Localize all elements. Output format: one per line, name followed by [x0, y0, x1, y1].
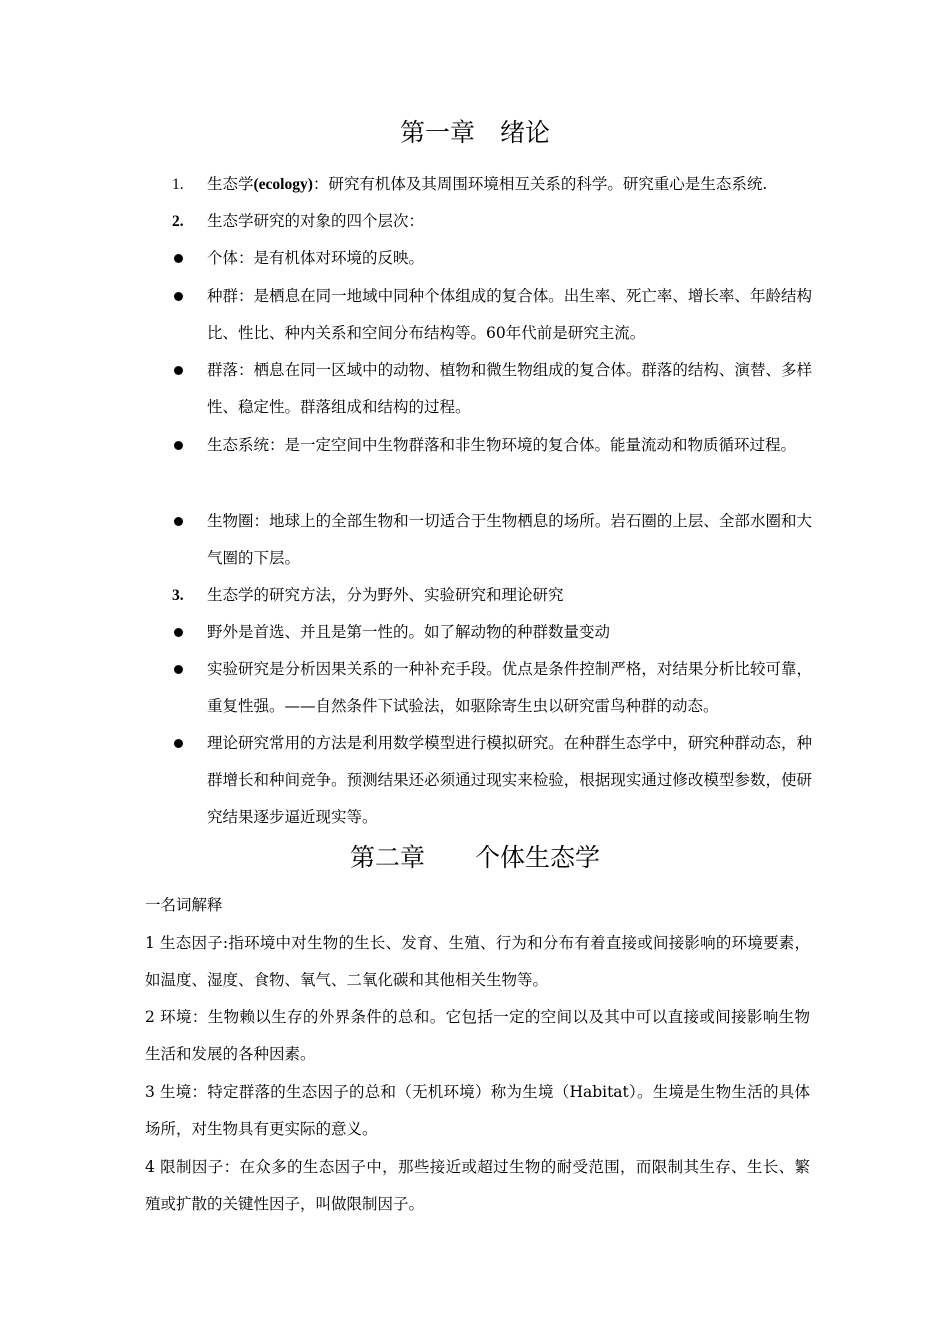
definition-paragraph: 4 限制因子：在众多的生态因子中，那些接近或超过生物的耐受范围，而限制其生存、生长、繁殖或扩散的关键性因子，叫做限制因子。	[145, 1158, 810, 1213]
chapter1-title: 第一章 绪论	[399, 118, 550, 147]
bullet-item	[172, 278, 812, 352]
chapter2-title: 第二章 个体生态学	[349, 843, 600, 872]
bullet-text: 生态系统：是一定空间中生物群落和非生物环境的复合体。能量流动和物质循环过程。	[207, 436, 797, 454]
definition-paragraph: 1 生态因子:指环境中对生物的生长、发育、生殖、行为和分布有着直接或间接影响的环境要素，如温度、湿度、食物、氧气、二氧化碳和其他相关生物等。	[145, 934, 810, 989]
bullet-item	[172, 352, 812, 426]
item-text: 生态学的研究方法，分为野外、实验研究和理论研究	[207, 586, 564, 604]
definition-paragraph: 2 环境：生物赖以生存的外界条件的总和。它包括一定的空间以及其中可以直接或间接影响生物生活和发展的各种因素。	[145, 1008, 810, 1063]
term-definition: ：研究有机体及其周围环境相互关系的科学。研究重心是生态系统.	[312, 175, 768, 193]
definition-paragraph: 3 生境：特定群落的生态因子的总和（无机环境）称为生境（Habitat）。生境是生物生活的具体场所，对生物具有更实际的意义。	[145, 1083, 810, 1138]
bullet-text: 群落：栖息在同一区域中的动物、植物和微生物组成的复合体。群落的结构、演替、多样性、稳定性。群落组成和结构的过程。	[207, 361, 812, 416]
bullet-item	[172, 503, 812, 577]
item-text	[207, 166, 812, 203]
bullet-item	[172, 427, 812, 464]
bullet-text: 实验研究是分析因果关系的一种补充手段。优点是条件控制严格，对结果分析比较可靠，重复性强。——自然条件下试验法，如驱除寄生虫以研究雷鸟种群的动态。	[207, 660, 812, 715]
item-number: 1.	[172, 176, 184, 193]
bullet-text: 种群：是栖息在同一地域中同种个体组成的复合体。出生率、死亡率、增长率、年龄结构比、性比、种内关系和空间分布结构等。60年代前是研究主流。	[207, 287, 812, 342]
list-item	[172, 203, 812, 240]
bullet-text: 理论研究常用的方法是利用数学模型进行模拟研究。在种群生态学中，研究种群动态，种群增长和种间竞争。预测结果还必须通过现实来检验，根据现实通过修改模型参数，使研究结果逐步逼近现实等。	[207, 734, 812, 826]
bullet-item	[172, 240, 812, 277]
item-number: 3.	[172, 587, 184, 604]
item-text: 生态学研究的对象的四个层次：	[207, 212, 425, 230]
bullet-item	[172, 651, 812, 725]
section-heading: 一名词解释	[145, 896, 223, 914]
bullet-item	[172, 725, 812, 836]
bullet-text: 个体：是有机体对环境的反映。	[207, 249, 425, 267]
bullet-text: 野外是首选、并且是第一性的。如了解动物的种群数量变动	[207, 623, 611, 641]
bullet-text: 生物圈：地球上的全部生物和一切适合于生物栖息的场所。岩石圈的上层、全部水圈和大气圈的下层。	[207, 512, 812, 567]
list-item	[172, 166, 812, 203]
bullet-item	[172, 614, 812, 651]
item-number: 2.	[172, 213, 184, 230]
term-name: 生态学	[207, 175, 254, 193]
term-english: (ecology)	[253, 176, 313, 193]
list-item	[172, 577, 812, 614]
